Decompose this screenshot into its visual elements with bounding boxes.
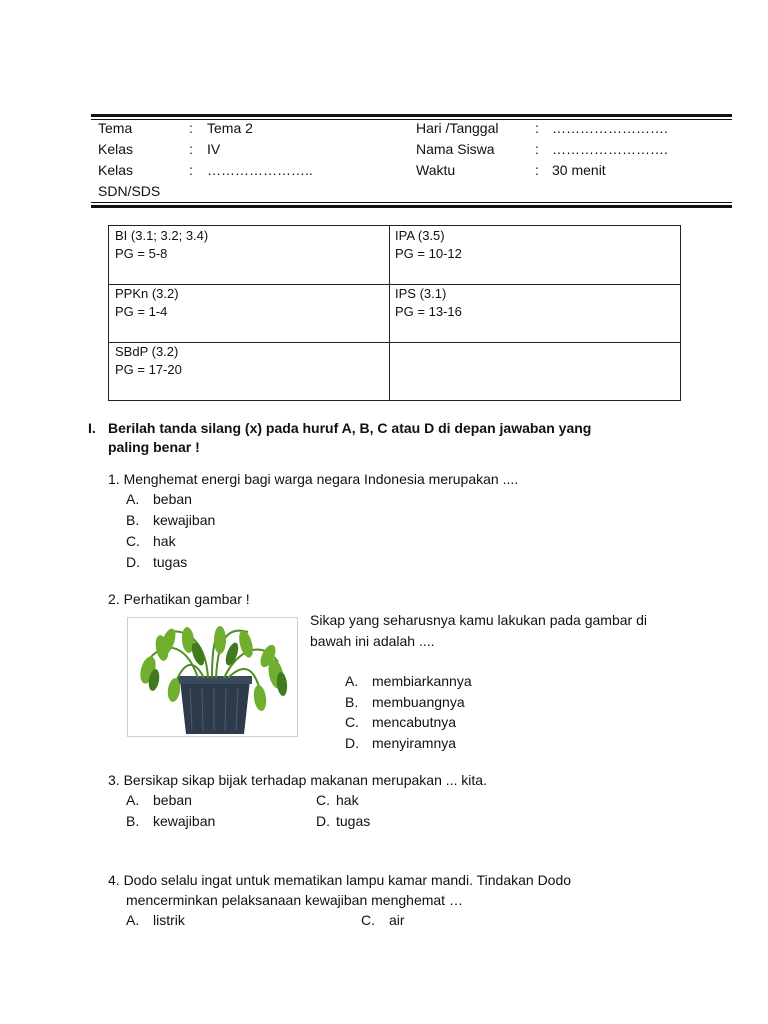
cell-subject: PPKn (3.2): [115, 286, 179, 301]
label-sdn-sds: SDN/SDS: [98, 183, 161, 199]
section-numeral: I.: [88, 420, 96, 436]
label-tema: Tema: [98, 120, 133, 136]
section-instruction: Berilah tanda silang (x) pada huruf A, B, C atau D di depan jawaban yang: [108, 420, 592, 436]
option-text: kewajiban: [153, 512, 216, 528]
option-text: beban: [153, 491, 192, 507]
option-text: mencabutnya: [372, 714, 457, 730]
option-text: membuangnya: [372, 694, 465, 710]
header-bottom-rule: [91, 205, 732, 208]
option-text: hak: [153, 533, 176, 549]
question-4: 4. Dodo selalu ingat untuk mematikan lampu kamar mandi. Tindakan Dodo: [108, 872, 572, 888]
wilted-plant-image: [127, 617, 298, 737]
colon: :: [535, 120, 539, 136]
table-cell-bi: [109, 226, 214, 264]
value-nama-siswa[interactable]: …………………….: [552, 141, 668, 157]
option-text: hak: [336, 792, 359, 808]
cell-pg: PG = 17-20: [115, 362, 182, 377]
header-top-rule: [91, 114, 732, 117]
label-kelas-sdn: Kelas: [98, 162, 134, 178]
section-instruction-cont: paling benar !: [108, 439, 200, 455]
option-letter[interactable]: A.: [126, 792, 140, 808]
question-2: 2. Perhatikan gambar !: [108, 591, 250, 607]
option-letter[interactable]: C.: [361, 912, 375, 928]
option-text: tugas: [153, 554, 188, 570]
table-cell-ips: [389, 284, 468, 322]
label-kelas: Kelas: [98, 141, 134, 157]
colon: :: [189, 120, 193, 136]
option-text: tugas: [336, 813, 371, 829]
question-3: 3. Bersikap sikap bijak terhadap makanan merupakan ... kita.: [108, 772, 487, 788]
colon: :: [535, 141, 539, 157]
option-text: menyiramnya: [372, 735, 457, 751]
table-cell-sbdp: [109, 342, 188, 380]
cell-subject: SBdP (3.2): [115, 344, 179, 359]
cell-subject: IPS (3.1): [395, 286, 447, 301]
cell-pg: PG = 1-4: [115, 304, 168, 319]
cell-pg: PG = 10-12: [395, 246, 462, 261]
option-text: kewajiban: [153, 813, 216, 829]
option-letter[interactable]: B.: [126, 512, 140, 528]
label-hari-tanggal: Hari /Tanggal: [416, 120, 499, 136]
option-text: air: [389, 912, 405, 928]
table-divider: [109, 342, 680, 343]
value-kelas: IV: [207, 141, 221, 157]
value-tema: Tema 2: [207, 120, 253, 136]
colon: :: [535, 162, 539, 178]
option-letter[interactable]: D.: [345, 735, 359, 751]
option-letter[interactable]: A.: [126, 491, 140, 507]
colon: :: [189, 162, 193, 178]
option-text: listrik: [153, 912, 185, 928]
option-letter[interactable]: A.: [345, 673, 359, 689]
question-4-cont: mencerminkan pelaksanaan kewajiban menghemat …: [126, 892, 463, 908]
cell-pg: PG = 13-16: [395, 304, 462, 319]
header-bottom-rule-thin: [91, 202, 732, 203]
option-letter[interactable]: C.: [316, 792, 330, 808]
option-text: membiarkannya: [372, 673, 472, 689]
question-2-prompt-cont: bawah ini adalah ....: [310, 633, 435, 649]
wilted-plant-icon: [128, 618, 297, 736]
label-nama-siswa: Nama Siswa: [416, 141, 495, 157]
option-letter[interactable]: C.: [126, 533, 140, 549]
option-letter[interactable]: D.: [126, 554, 140, 570]
option-text: beban: [153, 792, 192, 808]
option-letter[interactable]: A.: [126, 912, 140, 928]
option-letter[interactable]: D.: [316, 813, 330, 829]
cell-subject: BI (3.1; 3.2; 3.4): [115, 228, 209, 243]
cell-pg: PG = 5-8: [115, 246, 168, 261]
colon: :: [189, 141, 193, 157]
value-hari-tanggal[interactable]: …………………….: [552, 120, 668, 136]
question-1: 1. Menghemat energi bagi warga negara Indonesia merupakan ....: [108, 471, 519, 487]
value-waktu: 30 menit: [552, 162, 606, 178]
value-sdn[interactable]: …………………..: [207, 162, 313, 178]
option-letter[interactable]: C.: [345, 714, 359, 730]
option-letter[interactable]: B.: [345, 694, 359, 710]
table-cell-ppkn: [109, 284, 185, 322]
label-waktu: Waktu: [416, 162, 456, 178]
competency-table: [108, 225, 681, 401]
question-2-prompt: Sikap yang seharusnya kamu lakukan pada gambar di: [310, 612, 647, 628]
cell-subject: IPA (3.5): [395, 228, 445, 243]
option-letter[interactable]: B.: [126, 813, 140, 829]
table-cell-ipa: [389, 226, 468, 264]
